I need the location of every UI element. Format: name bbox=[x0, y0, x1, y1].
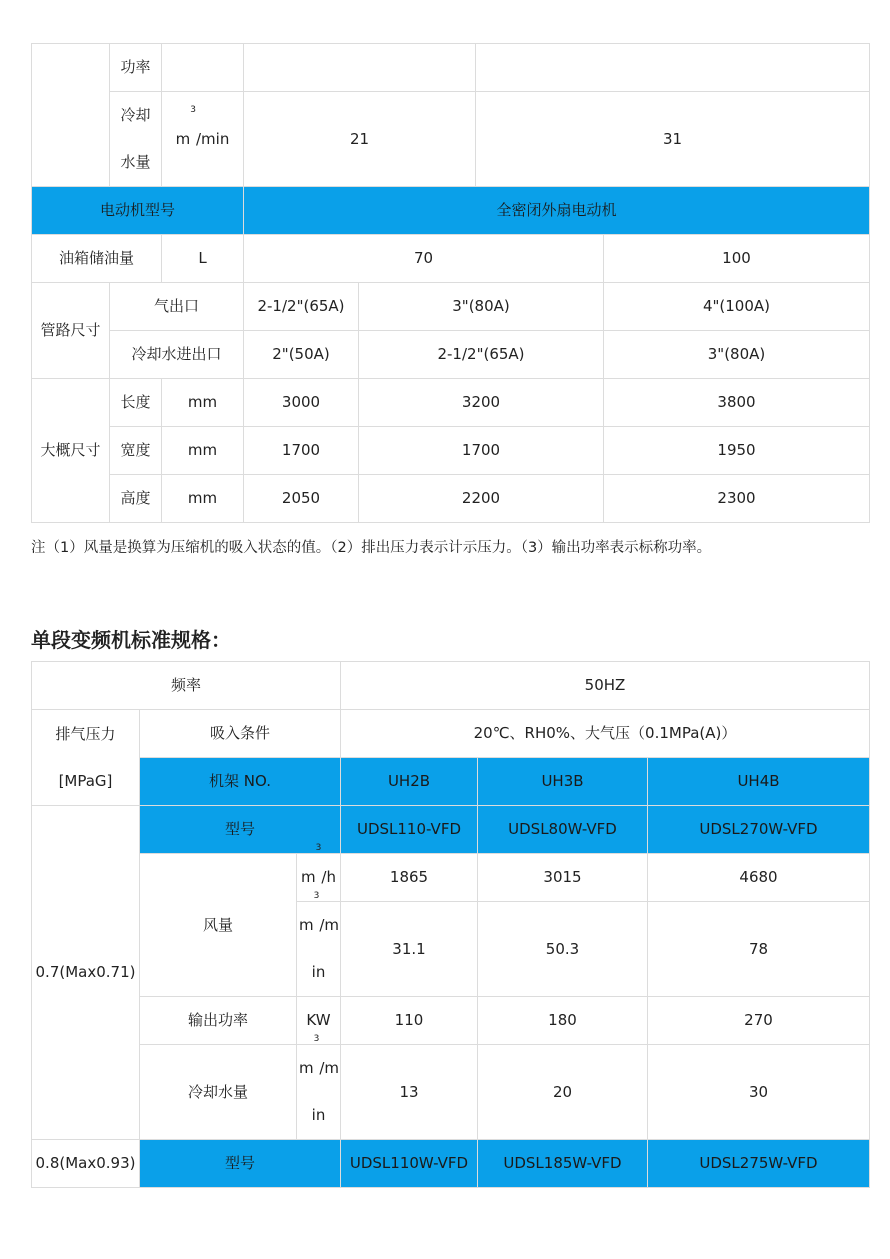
power-value: 110 bbox=[341, 997, 478, 1045]
model-value: UDSL110-VFD bbox=[341, 806, 478, 854]
airflow-m3min-value: 78 bbox=[648, 902, 870, 997]
width-label: 宽度 bbox=[110, 427, 162, 475]
length-value: 3800 bbox=[604, 379, 870, 427]
oil-unit: L bbox=[162, 235, 244, 283]
unit-m3min: $m^3/m$ in bbox=[297, 1045, 341, 1140]
cooling-value: 13 bbox=[341, 1045, 478, 1140]
airflow-m3h-value: 4680 bbox=[648, 854, 870, 902]
water-inout-value: 3"(80A) bbox=[604, 331, 870, 379]
airflow-m3min-value: 50.3 bbox=[478, 902, 648, 997]
intake-value: 20℃、RH0%、大气压（0.1MPa(A)） bbox=[341, 710, 870, 758]
height-value: 2200 bbox=[359, 475, 604, 523]
cooling-water-unit: $m^3/\min$ bbox=[162, 92, 244, 187]
airflow-m3h-value: 3015 bbox=[478, 854, 648, 902]
model-value: UDSL185W-VFD bbox=[478, 1140, 648, 1188]
height-label: 高度 bbox=[110, 475, 162, 523]
cooling-value: 20 bbox=[478, 1045, 648, 1140]
intake-label: 吸入条件 bbox=[140, 710, 341, 758]
width-value: 1950 bbox=[604, 427, 870, 475]
model-value: UDSL275W-VFD bbox=[648, 1140, 870, 1188]
motor-type-value: 全密闭外扇电动机 bbox=[244, 187, 870, 235]
pipe-label: 管路尺寸 bbox=[32, 283, 110, 379]
width-value: 1700 bbox=[244, 427, 359, 475]
air-outlet-value: 3"(80A) bbox=[359, 283, 604, 331]
cell-empty bbox=[476, 44, 870, 92]
pressure-label-line1: 排气压力 bbox=[55, 724, 116, 743]
model-value: UDSL110W-VFD bbox=[341, 1140, 478, 1188]
model-value: UDSL80W-VFD bbox=[478, 806, 648, 854]
airflow-label: 风量 bbox=[140, 854, 297, 997]
length-label: 长度 bbox=[110, 379, 162, 427]
power-value: 180 bbox=[478, 997, 648, 1045]
water-inout-value: 2-1/2"(65A) bbox=[359, 331, 604, 379]
section-heading: 单段变频机标准规格： bbox=[31, 628, 231, 652]
frame-value: UH4B bbox=[648, 758, 870, 806]
cooling-water-label bbox=[110, 92, 162, 187]
water-inout-label: 冷却水进出口 bbox=[110, 331, 244, 379]
oil-value: 70 bbox=[244, 235, 604, 283]
pressure-08: 0.8(Max0.93) bbox=[32, 1140, 140, 1188]
mm-unit: mm bbox=[162, 379, 244, 427]
height-value: 2050 bbox=[244, 475, 359, 523]
cell-empty bbox=[32, 44, 110, 187]
pressure-07: 0.7(Max0.71) bbox=[32, 806, 140, 1140]
freq-label: 频率 bbox=[32, 662, 341, 710]
spec-table-vfd bbox=[31, 661, 870, 1188]
length-value: 3000 bbox=[244, 379, 359, 427]
power-label: 功率 bbox=[110, 44, 162, 92]
model-label: 型号 bbox=[140, 806, 341, 854]
power-unit: KW bbox=[297, 997, 341, 1045]
unit-m3h: $m^3/h$ bbox=[297, 854, 341, 902]
height-value: 2300 bbox=[604, 475, 870, 523]
cell-empty bbox=[162, 44, 244, 92]
unit-m3min: $m^3/m$ in bbox=[297, 902, 341, 997]
model-label: 型号 bbox=[140, 1140, 341, 1188]
frame-label: 机架 NO. bbox=[140, 758, 341, 806]
width-value: 1700 bbox=[359, 427, 604, 475]
power-label: 输出功率 bbox=[140, 997, 297, 1045]
airflow-m3h-value: 1865 bbox=[341, 854, 478, 902]
cooling-water-label-line2: 水量 bbox=[120, 153, 151, 171]
oil-label: 油箱储油量 bbox=[32, 235, 162, 283]
air-outlet-label: 气出口 bbox=[110, 283, 244, 331]
cooling-water-value: 21 bbox=[244, 92, 476, 187]
frame-value: UH3B bbox=[478, 758, 648, 806]
cooling-water-value: 31 bbox=[476, 92, 870, 187]
pressure-label bbox=[32, 710, 140, 806]
motor-type-label: 电动机型号 bbox=[32, 187, 244, 235]
water-inout-value: 2"(50A) bbox=[244, 331, 359, 379]
cooling-water-label-line1: 冷却 bbox=[120, 106, 151, 124]
cooling-value: 30 bbox=[648, 1045, 870, 1140]
size-label: 大概尺寸 bbox=[32, 379, 110, 523]
frame-value: UH2B bbox=[341, 758, 478, 806]
pressure-label-line2: [MPaG] bbox=[58, 771, 113, 790]
mm-unit: mm bbox=[162, 475, 244, 523]
length-value: 3200 bbox=[359, 379, 604, 427]
power-value: 270 bbox=[648, 997, 870, 1045]
footnote: 注（1）风量是换算为压缩机的吸入状态的值。（2）排出压力表示计示压力。（3）输出功率表示标称功率。 bbox=[31, 540, 712, 556]
model-value: UDSL270W-VFD bbox=[648, 806, 870, 854]
cell-empty bbox=[244, 44, 476, 92]
cooling-label: 冷却水量 bbox=[140, 1045, 297, 1140]
airflow-m3min-value: 31.1 bbox=[341, 902, 478, 997]
oil-value: 100 bbox=[604, 235, 870, 283]
mm-unit: mm bbox=[162, 427, 244, 475]
air-outlet-value: 4"(100A) bbox=[604, 283, 870, 331]
freq-value: 50HZ bbox=[341, 662, 870, 710]
air-outlet-value: 2-1/2"(65A) bbox=[244, 283, 359, 331]
spec-table-top bbox=[31, 43, 870, 523]
